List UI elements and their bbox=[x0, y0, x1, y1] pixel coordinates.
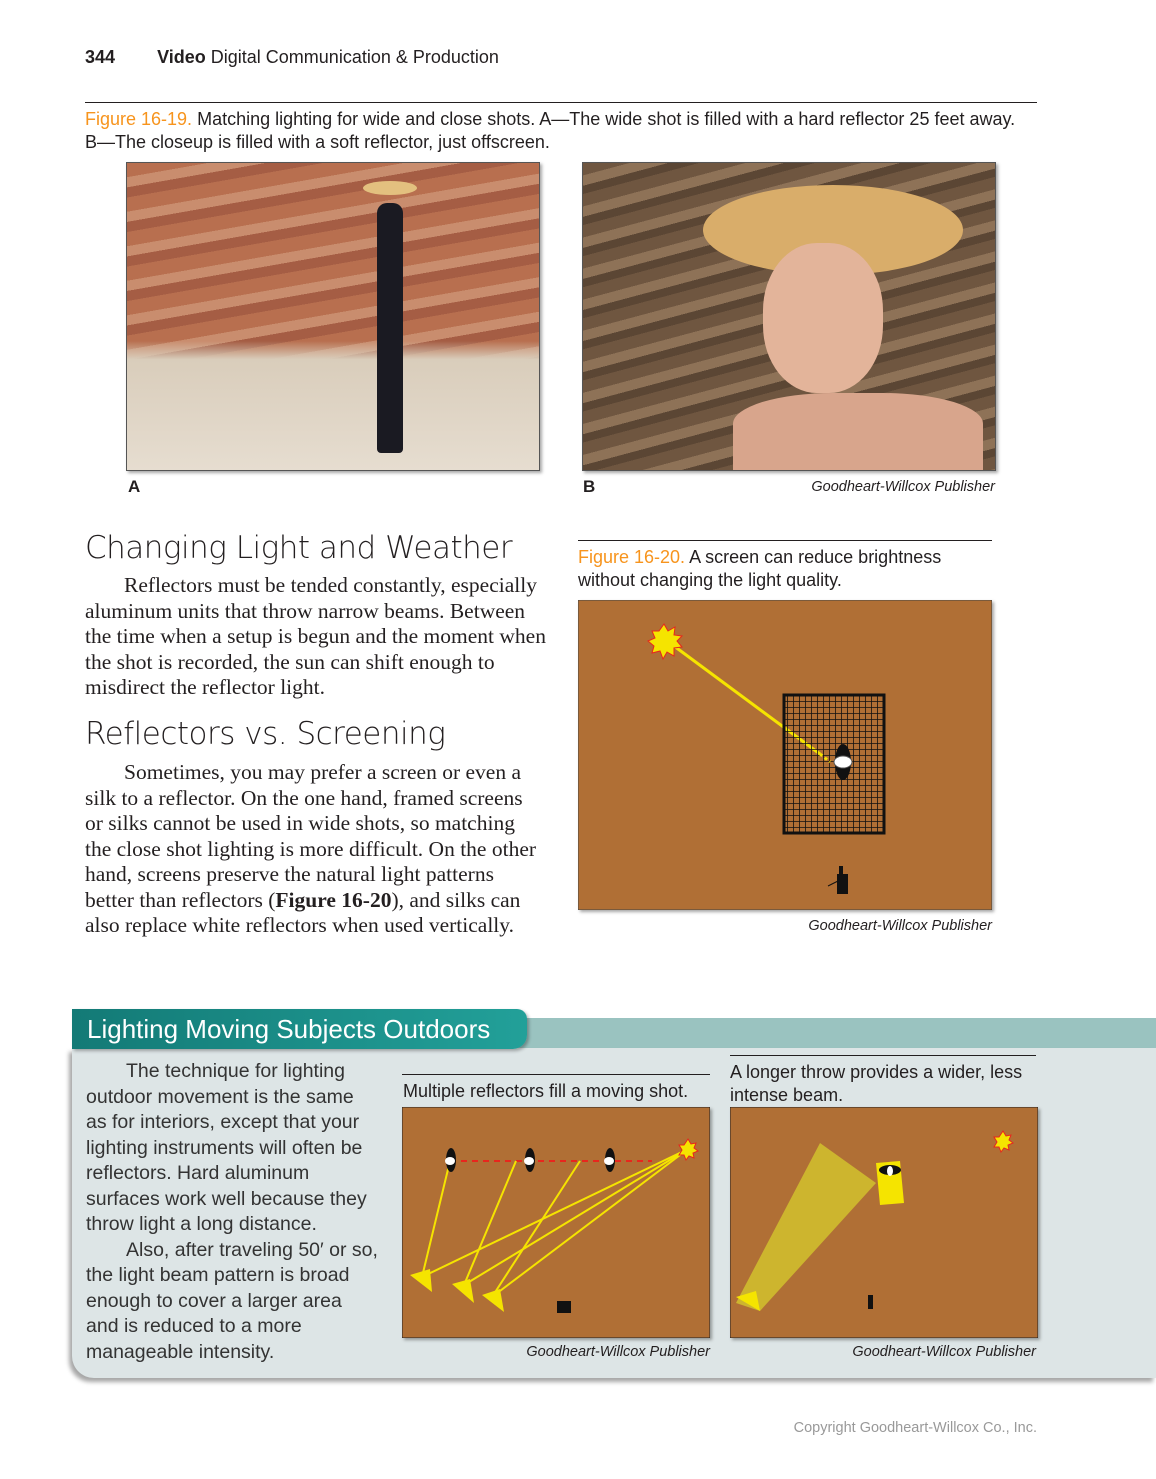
figure-rule bbox=[578, 540, 992, 541]
screen-diagram bbox=[578, 600, 992, 910]
sidebar-text bbox=[86, 1059, 378, 1365]
diagram-credit: Goodheart-Willcox Publisher bbox=[526, 1344, 710, 1360]
photo-credit: Goodheart-Willcox Publisher bbox=[811, 479, 995, 495]
camera-icon bbox=[868, 1295, 873, 1309]
paragraph: The technique for lighting outdoor movement is the same as for interiors, except that your lighting instruments will often be reflectors. Hard aluminum surfaces work well because they throw light a long distance. bbox=[86, 1060, 367, 1235]
figure-rule bbox=[85, 102, 1037, 103]
caption-text: A screen can reduce brightness without changing the light quality. bbox=[578, 547, 942, 590]
copyright-footer: Copyright Goodheart-Willcox Co., Inc. bbox=[793, 1420, 1037, 1436]
photo-wide-shot bbox=[126, 162, 540, 471]
panel-label-b: B bbox=[583, 477, 596, 496]
text: ), and silks can also replace white reflectors when used vertically. bbox=[85, 887, 521, 937]
diagram-credit: Goodheart-Willcox Publisher bbox=[808, 918, 992, 934]
multiple-reflectors-diagram bbox=[402, 1107, 710, 1338]
figure-16-20-caption bbox=[578, 546, 988, 592]
book-title-bold: Video bbox=[157, 47, 206, 67]
hat bbox=[363, 181, 417, 195]
section-heading-changing-light: Changing Light and Weather bbox=[85, 530, 513, 566]
subject-silhouette bbox=[377, 203, 403, 453]
figure-left-caption: Multiple reflectors fill a moving shot. bbox=[403, 1081, 689, 1101]
camera-icon bbox=[557, 1301, 571, 1313]
paragraph bbox=[85, 760, 540, 939]
figure-16-19-caption bbox=[85, 108, 1030, 154]
diagram-credit: Goodheart-Willcox Publisher bbox=[852, 1344, 1036, 1360]
figure-right-caption: A longer throw provides a wider, less intense beam. bbox=[730, 1062, 1023, 1105]
page-number: 344 bbox=[85, 47, 116, 67]
figure-rule bbox=[402, 1074, 710, 1075]
photo-closeup bbox=[582, 162, 996, 471]
caption-text: Matching lighting for wide and close shots. A—The wide shot is filled with a hard reflector 25 feet away. B—The closeup is filled with a soft reflector, just offscreen. bbox=[85, 109, 1016, 152]
figure-label: Figure 16-19. bbox=[85, 109, 193, 129]
camera-icon bbox=[837, 874, 848, 894]
book-title: Digital Communication & Production bbox=[210, 47, 499, 67]
section-body-reflectors bbox=[85, 760, 540, 939]
section-body-changing-light bbox=[85, 573, 547, 701]
figure-label: Figure 16-20. bbox=[578, 547, 686, 567]
face bbox=[763, 243, 883, 393]
paragraph: Reflectors must be tended constantly, especially aluminum units that throw narrow beams. Between the time when a setup is begun and the moment when the shot is recorded, the sun can shift enough to misdirect the reflector light. bbox=[85, 573, 546, 699]
long-throw-diagram bbox=[730, 1107, 1038, 1338]
paragraph: Also, after traveling 50′ or so, the light beam pattern is broad enough to cover a larger area and is reduced to a more manageable intensity. bbox=[86, 1238, 378, 1363]
section-heading-reflectors-vs-screening: Reflectors vs. Screening bbox=[85, 716, 446, 752]
running-header bbox=[85, 47, 499, 68]
sidebar-title: Lighting Moving Subjects Outdoors bbox=[72, 1009, 527, 1049]
figure-rule bbox=[730, 1055, 1036, 1056]
figure-reference[interactable]: Figure 16-20 bbox=[275, 887, 392, 912]
shoulders bbox=[733, 393, 983, 470]
panel-label-a: A bbox=[128, 477, 141, 496]
text: Sometimes, you may prefer a screen or even a silk to a reflector. On the one hand, framed screens or silks cannot be used in wide shots, so matching the close shot lighting is more difficult. On the other hand, screens preserve the natural light patterns better than reflectors ( bbox=[85, 760, 537, 912]
